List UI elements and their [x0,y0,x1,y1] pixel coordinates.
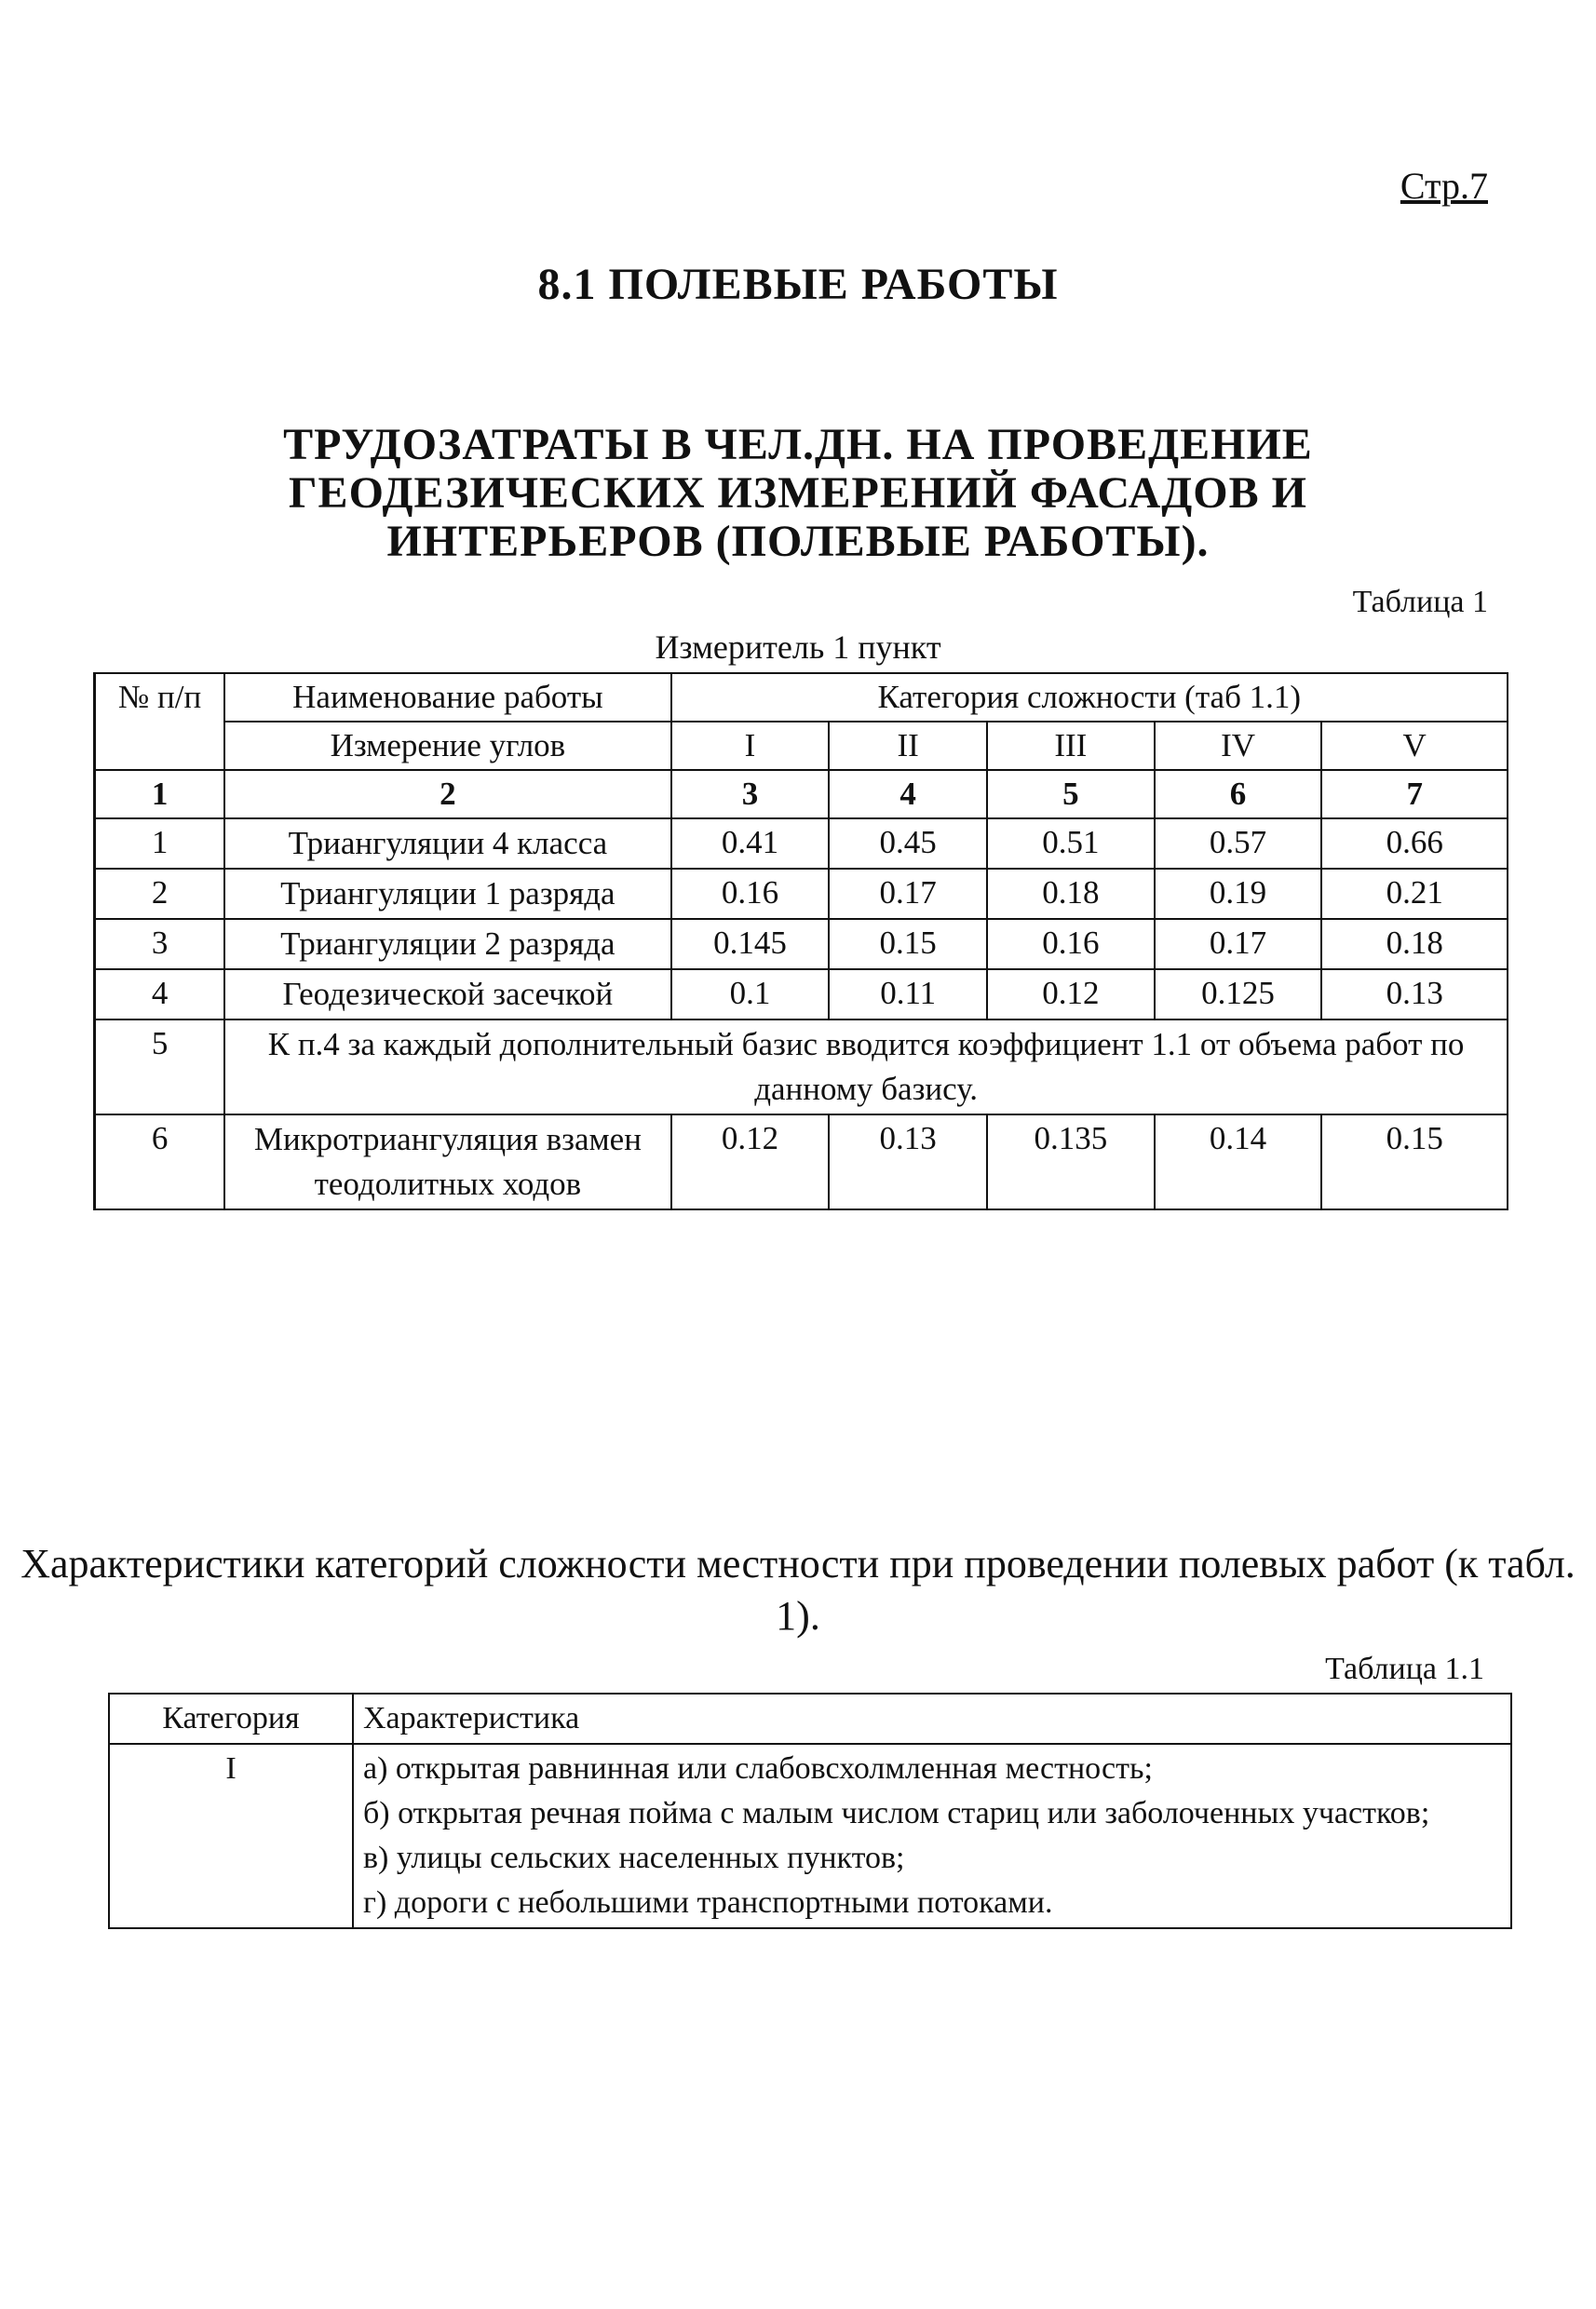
row-number: 2 [95,869,225,919]
value-cell: 0.66 [1321,818,1508,869]
table-note-row [95,1019,1508,1114]
column-number: 4 [829,770,987,818]
table1-label: Таблица 1 [1352,585,1488,619]
value-cell: 0.12 [987,969,1155,1019]
value-cell: 0.57 [1155,818,1322,869]
header-subname: Измерение углов [224,722,670,770]
column-number: 1 [95,770,225,818]
value-cell: 0.135 [987,1114,1155,1209]
row-number: 1 [95,818,225,869]
row-number: 6 [95,1114,225,1209]
row-number: 3 [95,919,225,969]
row-number: 5 [95,1019,225,1114]
characteristic-item: б) открытая речная пойма с малым числом стариц или заболоченных участков; [363,1796,1430,1830]
value-cell: 0.41 [671,818,830,869]
work-name: Геодезической засечкой [224,969,670,1019]
value-cell: 0.13 [829,1114,987,1209]
header-num: № п/п [95,673,225,770]
table-subheader-row [95,722,1508,770]
work-name: Триангуляции 2 разряда [224,919,670,969]
header-category: II [829,722,987,770]
header-category: III [987,722,1155,770]
characteristic-item: в) улицы сельских населенных пунктов; [363,1841,905,1875]
value-cell: 0.15 [1321,1114,1508,1209]
table-header-row [95,673,1508,722]
row-number: 4 [95,969,225,1019]
table-row [95,919,1508,969]
value-cell: 0.21 [1321,869,1508,919]
value-cell: 0.18 [987,869,1155,919]
header-name: Наименование работы [224,673,670,722]
column-number: 7 [1321,770,1508,818]
value-cell: 0.17 [1155,919,1322,969]
value-cell: 0.17 [829,869,987,919]
characteristic-item: а) открытая равнинная или слабовсхолмленная местность; [363,1751,1153,1786]
category-value: I [109,1744,353,1928]
table1-unit: Измеритель 1 пункт [655,628,941,666]
characteristic-item: г) дороги с небольшими транспортными потоками. [363,1885,1053,1920]
header-complexity: Категория сложности (таб 1.1) [671,673,1508,722]
header-category: I [671,722,830,770]
table-header-row [109,1694,1511,1744]
work-name: Триангуляции 4 класса [224,818,670,869]
value-cell: 0.1 [671,969,830,1019]
column-number: 2 [224,770,670,818]
value-cell: 0.19 [1155,869,1322,919]
complexity-characteristics-table [108,1693,1512,1929]
main-title: ТРУДОЗАТРАТЫ В ЧЕЛ.ДН. НА ПРОВЕДЕНИЕ ГЕОДЕЗИЧЕСКИХ ИЗМЕРЕНИЙ ФАСАДОВ И ИНТЕРЬЕРОВ (ПОЛЕВЫЕ РАБОТЫ). [283,420,1313,566]
value-cell: 0.14 [1155,1114,1322,1209]
section-title: 8.1 ПОЛЕВЫЕ РАБОТЫ [537,260,1059,309]
table-row [95,818,1508,869]
work-name: Микротриангуляция взамен теодолитных ходов [224,1114,670,1209]
table2-label: Таблица 1.1 [1325,1652,1484,1686]
table-row [109,1744,1511,1928]
table-row [95,1114,1508,1209]
characteristic-cell [353,1744,1511,1928]
value-cell: 0.51 [987,818,1155,869]
table-row [95,869,1508,919]
value-cell: 0.12 [671,1114,830,1209]
header-category: V [1321,722,1508,770]
note-text: К п.4 за каждый дополнительный базис вводится коэффициент 1.1 от объема работ по данному базису. [224,1019,1508,1114]
value-cell: 0.15 [829,919,987,969]
header-category: IV [1155,722,1322,770]
value-cell: 0.11 [829,969,987,1019]
column-number: 5 [987,770,1155,818]
value-cell: 0.16 [671,869,830,919]
value-cell: 0.18 [1321,919,1508,969]
column-number: 6 [1155,770,1322,818]
value-cell: 0.145 [671,919,830,969]
value-cell: 0.125 [1155,969,1322,1019]
value-cell: 0.13 [1321,969,1508,1019]
value-cell: 0.16 [987,919,1155,969]
table-row [95,969,1508,1019]
header-characteristic: Характеристика [353,1694,1511,1744]
column-number: 3 [671,770,830,818]
work-name: Триангуляции 1 разряда [224,869,670,919]
header-category: Категория [109,1694,353,1744]
table2-title: Характеристики категорий сложности местности при проведении полевых работ (к табл. 1). [20,1541,1576,1639]
page-number: Стр.7 [1400,165,1488,207]
column-number-row [95,770,1508,818]
labor-costs-table [93,672,1508,1210]
value-cell: 0.45 [829,818,987,869]
